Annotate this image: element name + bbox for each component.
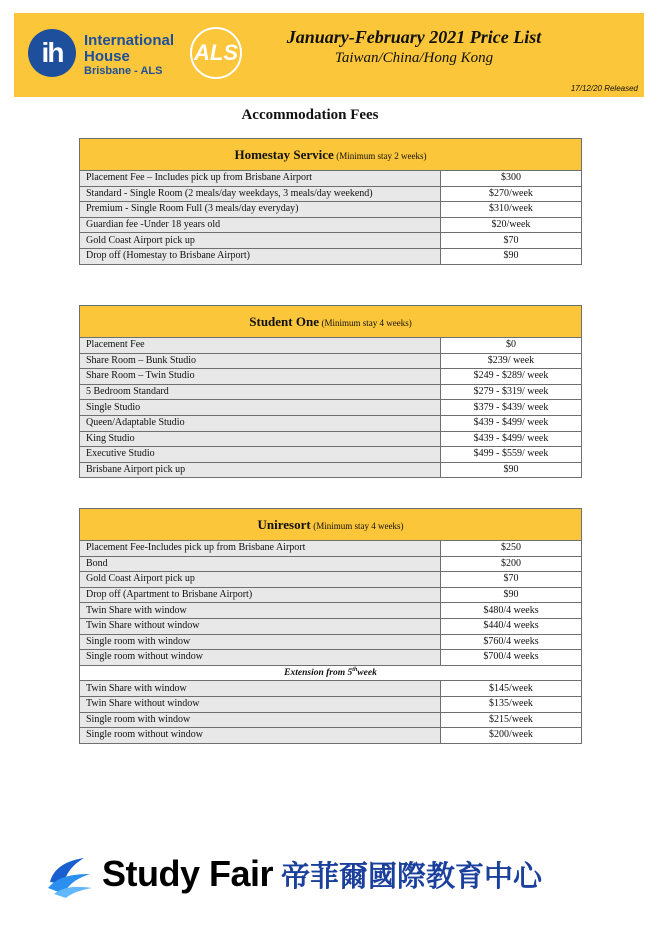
fee-item: Executive Studio	[80, 447, 441, 463]
fee-price: $499 - $559/ week	[441, 447, 582, 463]
table-row	[80, 634, 582, 650]
fee-item: Single Studio	[80, 400, 441, 416]
brand-line-2: House	[84, 48, 130, 65]
fee-price: $200	[441, 556, 582, 572]
fee-item: Premium - Single Room Full (3 meals/day everyday)	[80, 202, 441, 218]
fee-price: $439 - $499/ week	[441, 415, 582, 431]
table-header	[80, 306, 582, 338]
table-header-name: Homestay Service	[234, 146, 334, 162]
fee-price: $279 - $319/ week	[441, 384, 582, 400]
fee-price: $439 - $499/ week	[441, 431, 582, 447]
table-header-name: Student One	[249, 313, 319, 329]
fee-item: Standard - Single Room (2 meals/day weekdays, 3 meals/day weekend)	[80, 186, 441, 202]
fee-price: $90	[441, 587, 582, 603]
table-row	[80, 186, 582, 202]
table-header-name: Uniresort	[257, 516, 311, 532]
brand-line-3: Brisbane - ALS	[84, 65, 163, 77]
fee-item: Placement Fee	[80, 338, 441, 354]
fee-price: $70	[441, 233, 582, 249]
table-row	[80, 384, 582, 400]
extension-label-suffix: week	[357, 668, 377, 679]
table-row	[80, 541, 582, 557]
fee-price: $90	[441, 248, 582, 264]
table-header-note: (Minimum stay 4 weeks)	[321, 317, 412, 328]
table-header	[80, 509, 582, 541]
homestay-table	[79, 138, 582, 265]
homestay-table-body	[80, 139, 582, 265]
extension-header-row	[80, 665, 582, 681]
fee-price: $300	[441, 171, 582, 187]
table-row	[80, 217, 582, 233]
table-header-row	[80, 139, 582, 171]
fee-item: 5 Bedroom Standard	[80, 384, 441, 400]
table-header-note: (Minimum stay 4 weeks)	[313, 520, 404, 531]
table-header-note: (Minimum stay 2 weeks)	[336, 150, 427, 161]
fee-item: Placement Fee – Includes pick up from Brisbane Airport	[80, 171, 441, 187]
fee-price: $145/week	[441, 681, 582, 697]
fee-item: Gold Coast Airport pick up	[80, 572, 441, 588]
study-fair-chinese-name: 帝菲爾國際教育中心	[281, 858, 543, 893]
fee-item: Share Room – Bunk Studio	[80, 353, 441, 369]
fee-item: Drop off (Homestay to Brisbane Airport)	[80, 248, 441, 264]
ih-logo: ih	[28, 29, 76, 77]
fee-item: Guardian fee -Under 18 years old	[80, 217, 441, 233]
section-title: Accommodation Fees	[241, 107, 379, 123]
table-row	[80, 171, 582, 187]
fee-item: Single room without window	[80, 728, 441, 744]
table-row	[80, 338, 582, 354]
fee-price: $249 - $289/ week	[441, 369, 582, 385]
table-row	[80, 587, 582, 603]
table-row	[80, 400, 582, 416]
fee-item: Share Room – Twin Studio	[80, 369, 441, 385]
table-row	[80, 603, 582, 619]
fee-item: Single room with window	[80, 634, 441, 650]
table-row	[80, 233, 582, 249]
fee-price: $310/week	[441, 202, 582, 218]
fee-item: Single room with window	[80, 712, 441, 728]
fee-item: King Studio	[80, 431, 441, 447]
fee-price: $215/week	[441, 712, 582, 728]
table-row	[80, 712, 582, 728]
extension-header	[80, 665, 582, 681]
study-fair-swirl-icon	[44, 848, 96, 900]
header-banner	[14, 13, 644, 97]
extension-label-sup: th	[352, 667, 358, 674]
table-row	[80, 202, 582, 218]
fee-price: $20/week	[441, 217, 582, 233]
fee-item: Drop off (Apartment to Brisbane Airport)	[80, 587, 441, 603]
table-row	[80, 431, 582, 447]
fee-price: $700/4 weeks	[441, 650, 582, 666]
fee-item: Placement Fee-Includes pick up from Brisbane Airport	[80, 541, 441, 557]
table-row	[80, 462, 582, 478]
table-row	[80, 618, 582, 634]
table-header-row	[80, 306, 582, 338]
fee-price: $200/week	[441, 728, 582, 744]
table-row	[80, 415, 582, 431]
release-date: 17/12/20 Released	[570, 84, 638, 93]
fee-price: $135/week	[441, 696, 582, 712]
brand-line-1: International	[84, 32, 175, 49]
document-subtitle: Taiwan/China/Hong Kong	[334, 50, 494, 66]
fee-item: Twin Share with window	[80, 603, 441, 619]
table-row	[80, 572, 582, 588]
table-row	[80, 556, 582, 572]
table-row	[80, 447, 582, 463]
fee-price: $239/ week	[441, 353, 582, 369]
brand-name	[84, 33, 174, 77]
table-row	[80, 650, 582, 666]
table-row	[80, 248, 582, 264]
fee-price: $270/week	[441, 186, 582, 202]
fee-item: Twin Share without window	[80, 696, 441, 712]
extension-label-prefix: Extension from 5	[284, 668, 353, 679]
table-row	[80, 369, 582, 385]
document-title: January-February 2021 Price List	[286, 27, 542, 47]
fee-price: $250	[441, 541, 582, 557]
fee-item: Bond	[80, 556, 441, 572]
table-row	[80, 696, 582, 712]
fee-item: Queen/Adaptable Studio	[80, 415, 441, 431]
table-header-row	[80, 509, 582, 541]
fee-item: Twin Share without window	[80, 618, 441, 634]
fee-price: $90	[441, 462, 582, 478]
fee-price: $440/4 weeks	[441, 618, 582, 634]
fee-price: $760/4 weeks	[441, 634, 582, 650]
uniresort-table	[79, 508, 582, 744]
als-logo: ALS	[190, 27, 242, 79]
table-row	[80, 353, 582, 369]
footer	[44, 846, 614, 902]
table-header	[80, 139, 582, 171]
fee-price: $70	[441, 572, 582, 588]
student-one-table	[79, 305, 582, 478]
uniresort-table-body	[80, 509, 582, 744]
fee-item: Twin Share with window	[80, 681, 441, 697]
table-row	[80, 728, 582, 744]
study-fair-brand: Study Fair	[102, 853, 274, 894]
fee-price: $480/4 weeks	[441, 603, 582, 619]
fee-item: Brisbane Airport pick up	[80, 462, 441, 478]
table-row	[80, 681, 582, 697]
fee-item: Gold Coast Airport pick up	[80, 233, 441, 249]
student-one-table-body	[80, 306, 582, 478]
fee-price: $379 - $439/ week	[441, 400, 582, 416]
fee-price: $0	[441, 338, 582, 354]
fee-item: Single room without window	[80, 650, 441, 666]
